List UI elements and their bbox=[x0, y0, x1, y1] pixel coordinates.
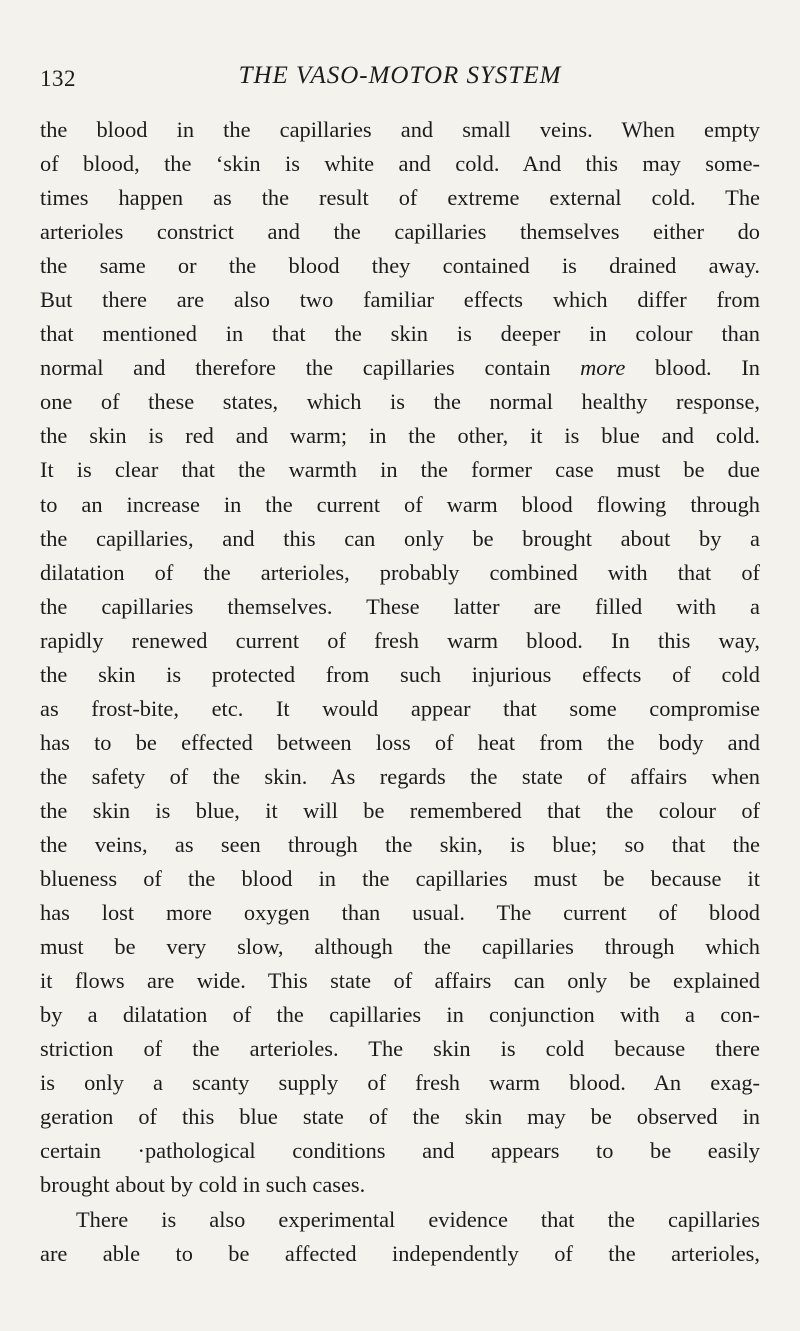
text-run: blood. In bbox=[625, 355, 761, 381]
text-line: it flows are wide. This state of affairs can only be explained bbox=[40, 968, 760, 994]
text-line: the skin is protected from such injurious effects of cold bbox=[40, 661, 760, 687]
text-line: the veins, as seen through the skin, is blue; so that the bbox=[40, 831, 760, 857]
running-title: THE VASO-MOTOR SYSTEM bbox=[238, 62, 562, 89]
text-line: the skin is red and warm; in the other, it is blue and cold. bbox=[40, 423, 760, 449]
body-text bbox=[40, 113, 760, 1271]
text-line: the skin is blue, it will be remembered that the colour of bbox=[40, 797, 760, 823]
text-line: has to be effected between loss of heat from the body and bbox=[40, 729, 760, 755]
text-line: geration of this blue state of the skin may be observed in bbox=[40, 1104, 760, 1130]
text-line: to an increase in the current of warm blood flowing through bbox=[40, 491, 760, 517]
text-line: But there are also two familiar effects which differ from bbox=[40, 287, 760, 313]
text-line bbox=[40, 351, 760, 385]
text-line: striction of the arterioles. The skin is cold because there bbox=[40, 1036, 760, 1062]
text-line: that mentioned in that the skin is deeper in colour than bbox=[40, 321, 760, 347]
text-line: are able to be affected independently of the arterioles, bbox=[40, 1240, 760, 1266]
text-line: blueness of the blood in the capillaries must be because it bbox=[40, 866, 760, 892]
text-run: normal and therefore the capillaries contain bbox=[40, 355, 581, 381]
text-line: arterioles constrict and the capillaries themselves either do bbox=[40, 219, 760, 245]
text-line: certain ·pathological conditions and appears to be easily bbox=[40, 1138, 760, 1164]
text-line: rapidly renewed current of fresh warm blood. In this way, bbox=[40, 627, 760, 653]
text-line: dilatation of the arterioles, probably combined with that of bbox=[40, 559, 760, 585]
text-line: the safety of the skin. As regards the state of affairs when bbox=[40, 763, 760, 789]
page-number: 132 bbox=[40, 66, 76, 91]
text-line: is only a scanty supply of fresh warm blood. An exag- bbox=[40, 1070, 760, 1096]
text-line: the capillaries, and this can only be brought about by a bbox=[40, 525, 760, 551]
text-line: the blood in the capillaries and small veins. When empty bbox=[40, 117, 760, 142]
running-head bbox=[40, 62, 760, 102]
text-line: the same or the blood they contained is drained away. bbox=[40, 253, 760, 279]
text-line: the capillaries themselves. These latter are filled with a bbox=[40, 593, 760, 619]
text-line: times happen as the result of extreme external cold. The bbox=[40, 185, 760, 211]
paragraph-first-line: There is also experimental evidence that the capillaries bbox=[76, 1206, 760, 1232]
text-line: has lost more oxygen than usual. The current of blood bbox=[40, 900, 760, 926]
text-line: as frost-bite, etc. It would appear that some compromise bbox=[40, 695, 760, 721]
text-line: by a dilatation of the capillaries in conjunction with a con- bbox=[40, 1002, 760, 1028]
text-line: It is clear that the warmth in the former case must be due bbox=[40, 457, 760, 483]
text-line: must be very slow, although the capillaries through which bbox=[40, 934, 760, 960]
text-line: of blood, the ‘skin is white and cold. And this may some- bbox=[40, 151, 760, 177]
text-line: one of these states, which is the normal healthy response, bbox=[40, 389, 760, 415]
paragraph-end-line: brought about by cold in such cases. bbox=[40, 1172, 366, 1198]
emphasized-word: more bbox=[580, 355, 626, 381]
